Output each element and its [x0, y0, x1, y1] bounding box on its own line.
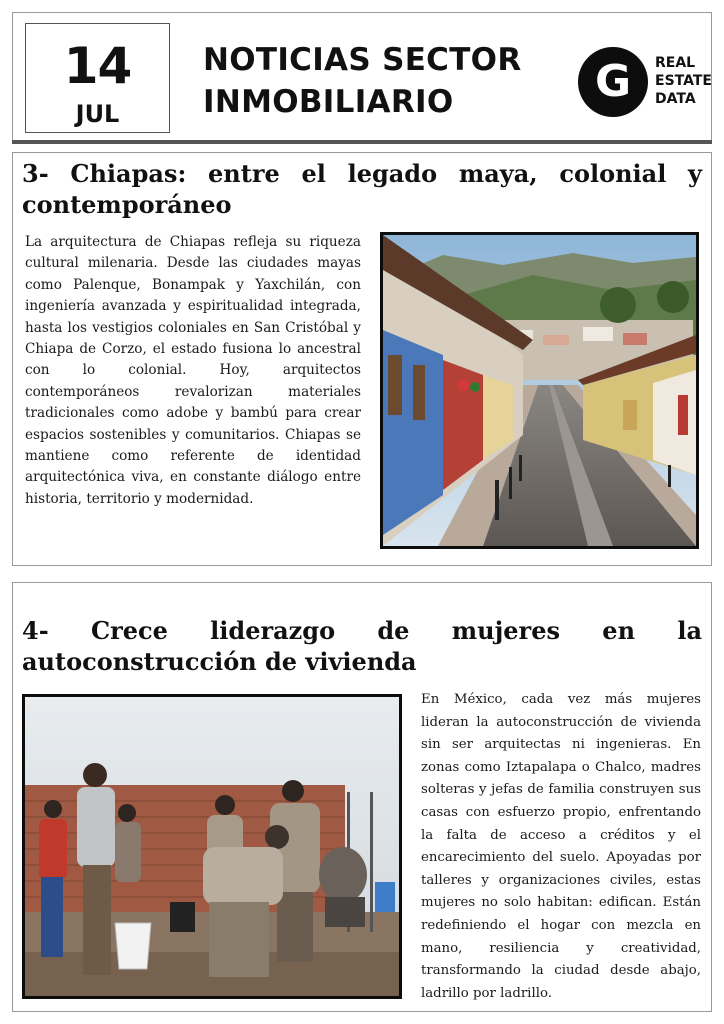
- page-header: [12, 12, 712, 142]
- brand-logo-icon: G: [578, 47, 648, 117]
- title-line-2: INMOBILIARIO: [203, 84, 454, 120]
- header-divider: [12, 140, 712, 144]
- date-month: JUL: [75, 100, 120, 128]
- date-box: [25, 23, 170, 133]
- article-title: 4- Crece liderazgo de mujeres en la autoconstrucción de vivienda: [22, 616, 702, 676]
- newsletter-title: [203, 39, 563, 123]
- brand-logo-text: [655, 54, 724, 108]
- article-body: En México, cada vez más mujeres lideran la autoconstrucción de vivienda sin ser arquitectas ni ingenieras. En zonas como Iztapalapa o Chalco, madres solteras y jefas de familia construyen sus casas con esfuerzo propio, enfrentando la falta de acceso a créditos y el encarecimiento del suelo. Apoyadas por talleres y organizaciones civiles, estas mujeres no solo habitan: edifican. Están redefiniendo el hogar con mezcla en mano, resiliencia y creatividad, transformando la ciudad desde abajo, ladrillo por ladrillo.: [421, 692, 701, 1001]
- article-card-chiapas: [12, 152, 712, 566]
- logo-text-line-1: REAL: [655, 55, 696, 71]
- article-title: 3- Chiapas: entre el legado maya, colonial y contemporáneo: [22, 159, 702, 219]
- logo-text-line-3: DATA: [655, 91, 696, 107]
- title-line-1: NOTICIAS SECTOR: [203, 42, 522, 78]
- article-card-mujeres: [12, 582, 712, 1012]
- logo-text-line-2: ESTATE: [655, 73, 712, 89]
- article-body: La arquitectura de Chiapas refleja su riqueza cultural milenaria. Desde las ciudades mayas como Palenque, Bonampak y Yaxchilán, con ingeniería avanzada y espiritualidad integrada, hasta los vestigios coloniales en San Cristóbal y Chiapa de Corzo, el estado fusiona lo ancestral con lo colonial. Hoy, arquitectos contemporáneos revalorizan materiales tradicionales como adobe y bambú para crear espacios sostenibles y comunitarios. Chiapas se mantiene como referente de identidad arquitectónica viva, en constante diálogo entre historia, territorio y modernidad.: [25, 234, 361, 507]
- date-day: 14: [63, 37, 132, 95]
- colonial-street-photo: [380, 232, 699, 549]
- women-construction-photo: [22, 694, 402, 999]
